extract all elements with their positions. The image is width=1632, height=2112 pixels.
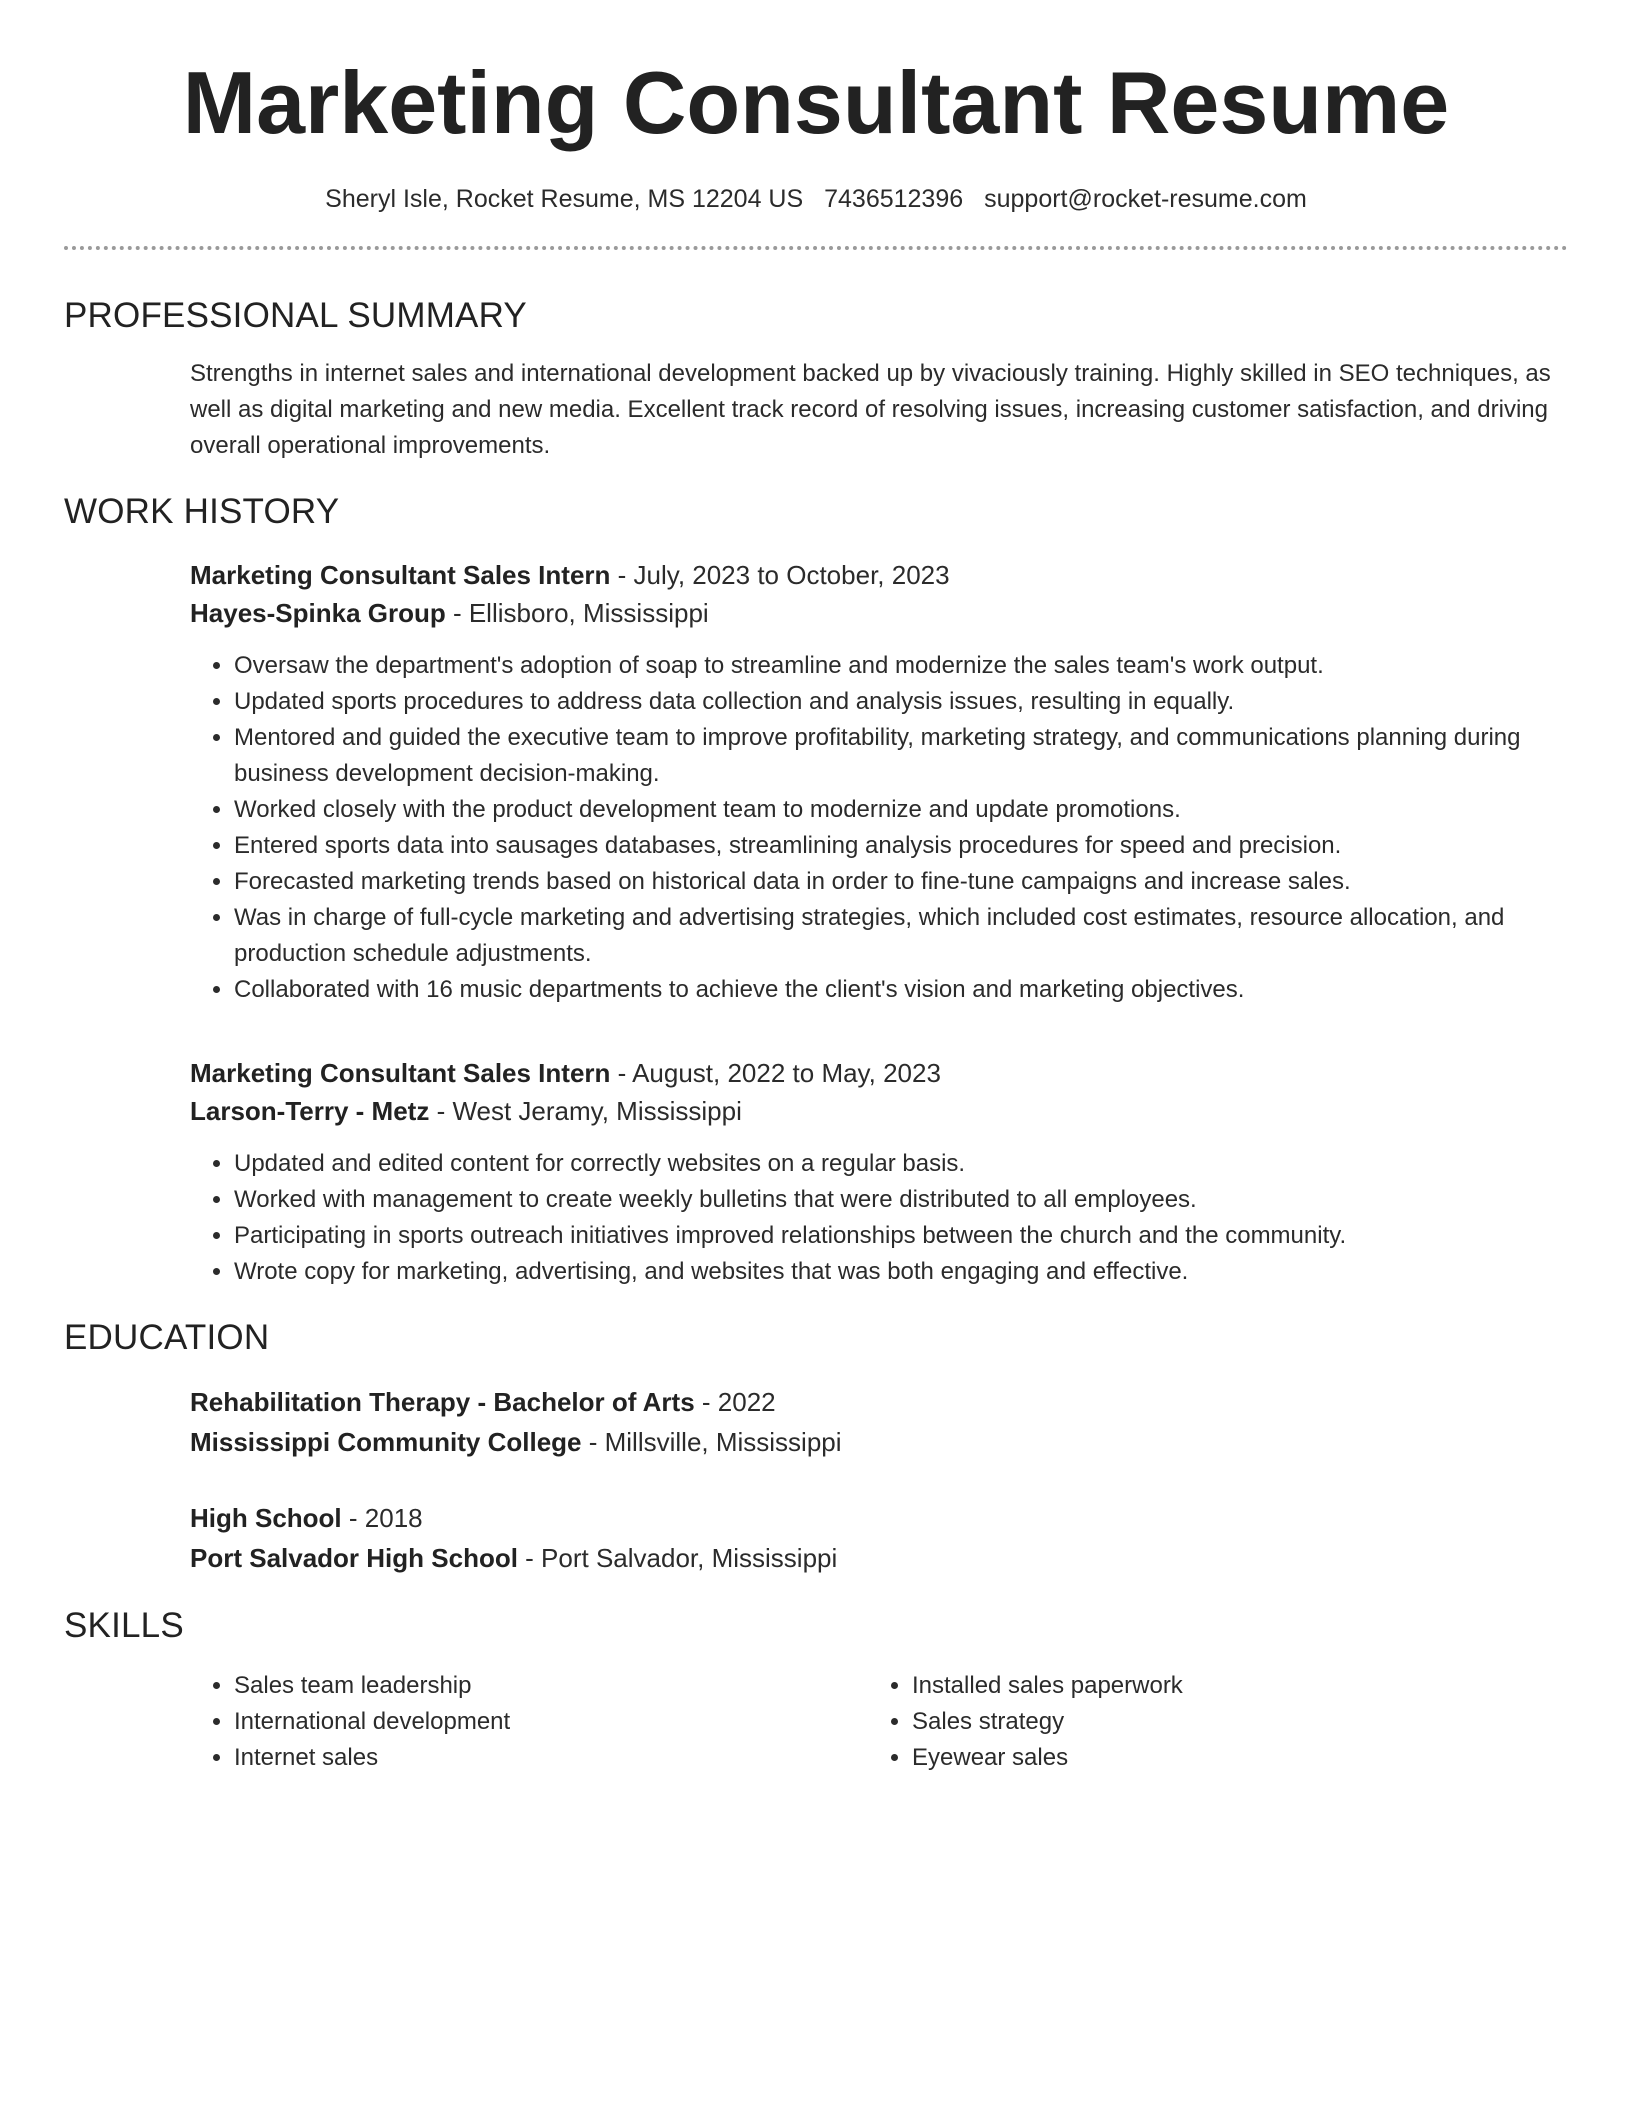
- page-title: Marketing Consultant Resume: [182, 53, 1450, 152]
- summary-heading: PROFESSIONAL SUMMARY: [64, 296, 527, 335]
- job-company-line: [190, 594, 1568, 632]
- contact-email: support@rocket-resume.com: [984, 185, 1307, 213]
- education-year: - 2018: [341, 1503, 423, 1533]
- list-item: • Eyewear sales: [912, 1740, 1546, 1776]
- skills-list: [868, 1668, 1546, 1776]
- job-duties-list: [190, 1146, 1568, 1290]
- list-item: • Updated and edited content for correctly websites on a regular basis.: [234, 1146, 1568, 1182]
- list-item: • Forecasted marketing trends based on historical data in order to fine-tune campaigns and increase sales.: [234, 864, 1568, 900]
- education-heading: EDUCATION: [64, 1318, 270, 1357]
- education-degree-line: [190, 1498, 1568, 1538]
- job-company: Hayes-Spinka Group: [190, 598, 446, 628]
- list-item: • Sales strategy: [912, 1704, 1546, 1740]
- list-item: • Oversaw the department's adoption of soap to streamline and modernize the sales team's work output.: [234, 648, 1568, 684]
- education-year: - 2022: [694, 1387, 776, 1417]
- education-school: Mississippi Community College: [190, 1427, 582, 1457]
- list-item: • Was in charge of full-cycle marketing and advertising strategies, which included cost estimates, resource allocation, and production schedule adjustments.: [234, 900, 1568, 972]
- job-entry: [190, 556, 1568, 1008]
- job-company-line: [190, 1092, 1568, 1130]
- education-location: - Port Salvador, Mississippi: [517, 1543, 838, 1573]
- education-degree: Rehabilitation Therapy - Bachelor of Arts: [190, 1387, 695, 1417]
- job-duties-list: [190, 648, 1568, 1008]
- list-item: • Internet sales: [234, 1740, 868, 1776]
- list-item: • Installed sales paperwork: [912, 1668, 1546, 1704]
- summary-text: Strengths in internet sales and international development backed up by vivaciously training. Highly skilled in SEO techniques, as well as digital marketing and new media. Excellent track record of resolving issues, increasing customer satisfaction, and driving overall operational improvements.: [190, 360, 1551, 459]
- contact-address: Sheryl Isle, Rocket Resume, MS 12204 US: [325, 185, 804, 213]
- job-location: - Ellisboro, Mississippi: [445, 598, 709, 628]
- education-entry: [190, 1382, 1568, 1462]
- job-company: Larson-Terry - Metz: [190, 1096, 430, 1126]
- job-location: - West Jeramy, Mississippi: [429, 1096, 742, 1126]
- education-entry: [190, 1498, 1568, 1578]
- list-item: • Wrote copy for marketing, advertising, and websites that was both engaging and effective.: [234, 1254, 1568, 1290]
- list-item: • Participating in sports outreach initiatives improved relationships between the church and the community.: [234, 1218, 1568, 1254]
- job-entry: [190, 1054, 1568, 1290]
- education-school-line: [190, 1422, 1568, 1462]
- skills-list: [190, 1668, 868, 1776]
- skills-grid: [190, 1668, 1568, 1776]
- skills-column-right: [868, 1668, 1546, 1776]
- list-item: • Sales team leadership: [234, 1668, 868, 1704]
- education-degree-line: [190, 1382, 1568, 1422]
- list-item: • International development: [234, 1704, 868, 1740]
- education-degree: High School: [190, 1503, 342, 1533]
- list-item: • Entered sports data into sausages databases, streamlining analysis procedures for speed and precision.: [234, 828, 1568, 864]
- job-title: Marketing Consultant Sales Intern: [190, 1058, 611, 1088]
- list-item: • Worked with management to create weekly bulletins that were distributed to all employees.: [234, 1182, 1568, 1218]
- job-dates: - August, 2022 to May, 2023: [610, 1058, 941, 1088]
- education-school: Port Salvador High School: [190, 1543, 518, 1573]
- job-title-line: [190, 1054, 1568, 1092]
- work-history-heading: WORK HISTORY: [64, 492, 340, 531]
- list-item: • Worked closely with the product development team to modernize and update promotions.: [234, 792, 1568, 828]
- list-item: • Mentored and guided the executive team to improve profitability, marketing strategy, and communications planning during business development decision-making.: [234, 720, 1568, 792]
- job-title-line: [190, 556, 1568, 594]
- education-school-line: [190, 1538, 1568, 1578]
- job-dates: - July, 2023 to October, 2023: [610, 560, 950, 590]
- list-item: • Updated sports procedures to address data collection and analysis issues, resulting in equally.: [234, 684, 1568, 720]
- contact-line: [64, 182, 1568, 216]
- list-item: • Collaborated with 16 music departments to achieve the client's vision and marketing objectives.: [234, 972, 1568, 1008]
- job-title: Marketing Consultant Sales Intern: [190, 560, 611, 590]
- header-divider: [64, 246, 1568, 250]
- skills-heading: SKILLS: [64, 1606, 184, 1645]
- education-location: - Millsville, Mississippi: [581, 1427, 842, 1457]
- contact-phone: 7436512396: [824, 185, 964, 213]
- resume-page: [64, 0, 1568, 1776]
- skills-column-left: [190, 1668, 868, 1776]
